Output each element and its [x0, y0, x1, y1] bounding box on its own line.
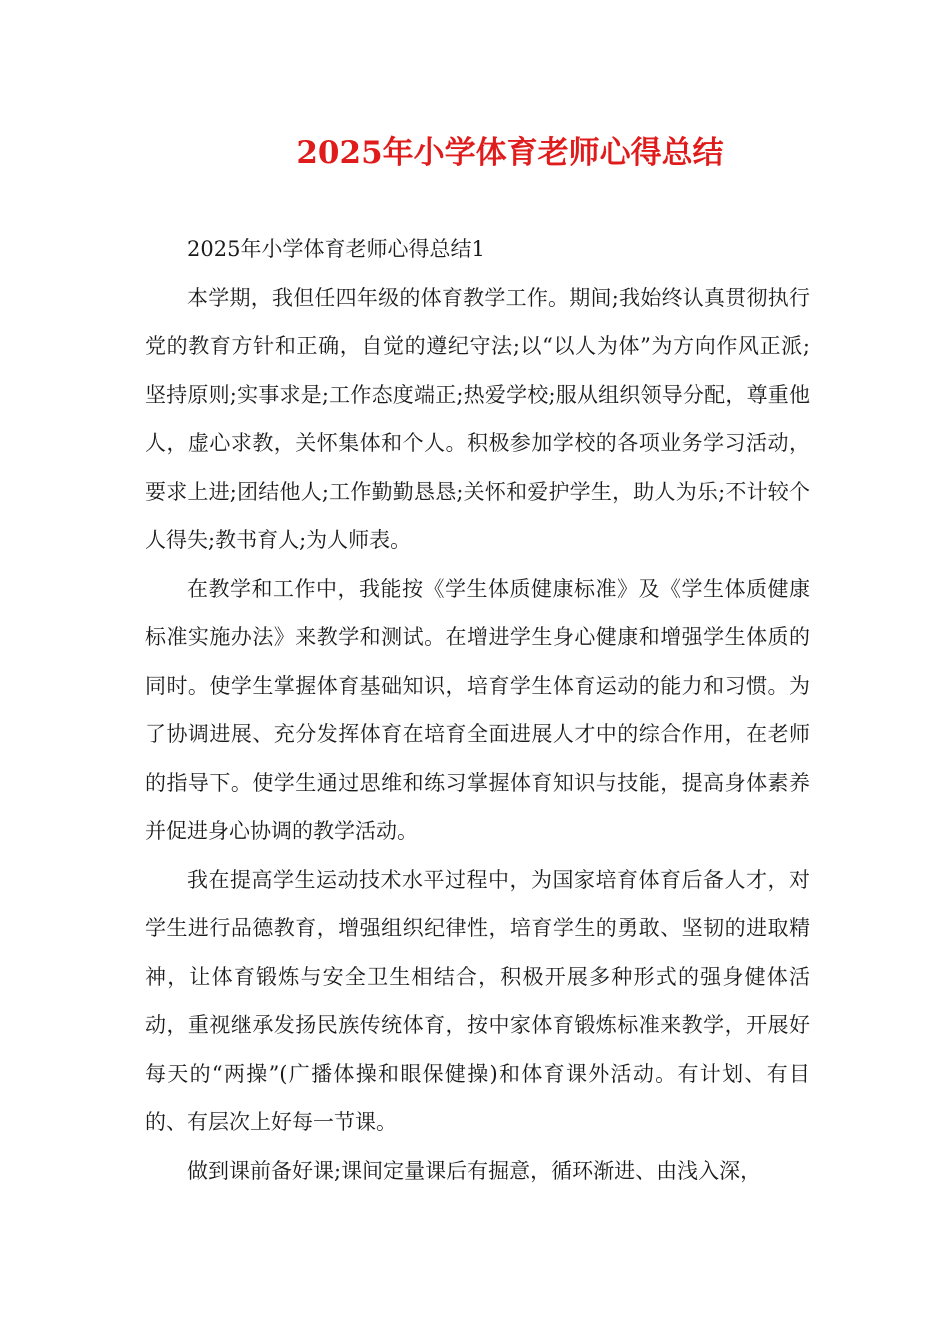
document-body — [145, 225, 810, 1195]
paragraph-2: 在教学和工作中，我能按《学生体质健康标准》及《学生体质健康标准实施办法》来教学和测试。在增进学生身心健康和增强学生体质的同时。使学生掌握体育基础知识，培育学生体育运动的能力和习惯。为了协调进展、充分发挥体育在培育全面进展人才中的综合作用，在老师的指导下。使学生通过思维和练习掌握体育知识与技能，提高身体素养并促进身心协调的教学活动。 — [145, 576, 810, 843]
paragraph-3: 我在提高学生运动技术水平过程中，为国家培育体育后备人才，对学生进行品德教育，增强组织纪律性，培育学生的勇敢、坚韧的进取精神，让体育锻炼与安全卫生相结合，积极开展多种形式的强身健体活动，重视继承发扬民族传统体育，按中家体育锻炼标准来教学，开展好每天的“两操”(广播体操和眼保健操)和体育课外活动。有计划、有目的、有层次上好每一节课。 — [145, 867, 810, 1134]
paragraph-4: 做到课前备好课;课间定量课后有掘意，循环渐进、由浅入深， — [187, 1158, 762, 1183]
document-title: 2025年小学体育老师心得总结 — [296, 135, 724, 171]
section-heading: 2025年小学体育老师心得总结1 — [187, 237, 485, 261]
paragraph-1: 本学期，我但任四年级的体育教学工作。期间;我始终认真贯彻执行党的教育方针和正确，自觉的遵纪守法;以“以人为体”为方向作风正派;坚持原则;实事求是;工作态度端正;热爱学校;服从组织领导分配，尊重他人，虚心求教，关怀集体和个人。积极参加学校的各项业务学习活动，要求上进;团结他人;工作勤勤恳恳;关怀和爱护学生，助人为乐;不计较个人得失;教书育人;为人师表。 — [145, 285, 810, 552]
